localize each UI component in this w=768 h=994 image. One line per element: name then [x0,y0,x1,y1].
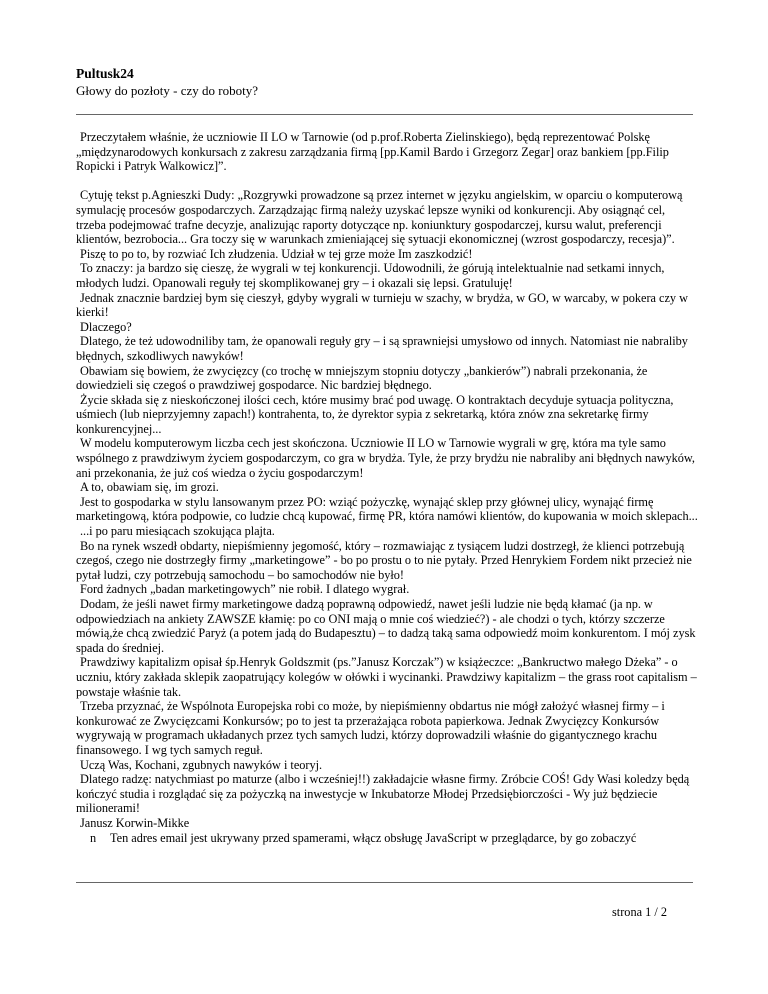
email-note-text: Ten adres email jest ukrywany przed spamerami, włącz obsługę JavaScript w przeglądarce, by go zobaczyć [110,830,637,845]
article-paragraph: Jednak znacznie bardziej bym się cieszył, gdyby wygrali w turnieju w szachy, w brydża, w GO, w warcaby, w pokera czy w kierki! [76,290,688,320]
page-number: strona 1 / 2 [612,905,667,919]
header-divider [76,114,693,115]
footer-divider [76,882,693,883]
article-paragraph: W modelu komputerowym liczba cech jest skończona. Uczniowie II LO w Tarnowie wygrali w grę, która ma tyle samo wspólnego z prawdziwym życiem gospodarczym, co gra w brydża. Tyle, że przy brydżu nie nabraliby ani błędnych nawyków, ani przekonania, że już coś wiedza o życiu gospodarczym! [76,436,695,480]
article-paragraph: Dlatego, że też udowodniliby tam, że opanowali reguły gry – i są sprawniejsi umysłowo od innych. Natomiast nie nabraliby błędnych, szkodliwych nawyków! [76,334,688,363]
article-title: Głowy do pozłoty - czy do roboty? [76,83,258,98]
site-title: Pultusk24 [76,66,134,81]
article-paragraph: Trzeba przyznać, że Wspólnota Europejska robi co może, by niepiśmienny obdartus nie mógł założyć własnej firmy – i konkurować ze Zwycięzcami Konkursów; po to jest ta przerażająca robota papierkowa. Jednak Zwycięzcy Konkursów wygrywają w programach układanych przez tych samych ludzi, którzy doprowadzili właśnie do gigantycznego krachu finansowego. I wg tych samych reguł. [76,699,665,757]
article-paragraph: Bo na rynek wszedł obdarty, niepiśmienny jegomość, który – rozmawiając z tysiącem ludzi dostrzegł, że klienci potrzebują czegoś, czego nie dostrzegły firmy „marketingowe” - bo po prostu o to nie pytały. Przed Henrykiem Fordem nikt przecież nie pytał ludzi, czy potrzebują samochodu – bo samochodów nie było! [76,538,692,582]
article-paragraphs [76,188,698,830]
article-paragraph: Cytuję tekst p.Agnieszki Dudy: „Rozgrywki prowadzone są przez internet w języku angielskim, w oparciu o komputerową symulację procesów gospodarczych. Zarządzając firmą należy uzyskać lepsze wyniki od konkurencji. Aby osiągnąć cel, trzeba podejmować trafne decyzje, analizując raporty dotyczące np. koniunktury gospodarczej, kursu walut, preferencji klientów, bezrobocia... Gra toczy się w warunkach zmieniającej się sytuacji ekonomicznej (wzrost gospodarczy, recesja)”. [76,188,683,247]
article-paragraph: To znaczy: ja bardzo się cieszę, że wygrali w tej konkurencji. Udowodnili, że górują intelektualnie nad setkami innych, młodych ludzi. Opanowali reguły tej skomplikowanej gry – i okazali się lepsi. Gratuluję! [76,261,665,290]
article-paragraph: Piszę to po to, by rozwiać Ich złudzenia. Udział w tej grze może Im zaszkodzić! [80,246,473,261]
article-paragraph: A to, obawiam się, im grozi. [80,480,219,495]
paragraph-spacer [76,174,698,189]
article-paragraph: Obawiam się bowiem, że zwycięzcy (co trochę w mniejszym stopniu dotyczy „bankierów”) nabrali przekonania, że dowiedzieli się czegoś o prawdziwej gospodarce. Nic bardziej błędnego. [76,363,648,393]
article-paragraph: Życie składa się z nieskończonej ilości cech, które musimy brać pod uwagę. O kontraktach decyduje sytuacja polityczna, uśmiech (lub nieprzyjemny zapach!) kontrahenta, to, że dyrektor sypia z sekretarką, która znów zna sekretarkę firmy konkurencyjnej... [76,392,674,436]
article-paragraph: Dlatego radzę: natychmiast po maturze (albo i wcześniej!!) zakładajcie własne firmy. Zróbcie COŚ! Gdy Wasi koledzy będą kończyć studia i rozglądać się za pożyczką na inwestycje w Inkubatorze Młodej Przedsiębiorczości - Wy już będziecie milionerami! [76,772,690,816]
article-paragraph: Uczą Was, Kochani, zgubnych nawyków i teoryj. [80,757,323,772]
article-intro: Przeczytałem właśnie, że uczniowie II LO w Tarnowie (od p.prof.Roberta Zielinskiego), będą reprezentować Polskę „międzynarodowych konkursach z zakresu zarządzania firmą [pp.Kamil Bardo i Grzegorz Zegar] oraz bankiem [pp.Filip Ropicki i Patryk Walkowicz]”. [76,130,669,174]
article-paragraph: Dlaczego? [80,319,132,334]
article-paragraph: Jest to gospodarka w stylu lansowanym przez PO: wziąć pożyczkę, wynająć sklep przy głównej ulicy, wynająć firmę marketingową, która podpowie, co ludzie chcą kupować, firmę PR, która namówi klientów, do kupowania w moich sklepach... [76,494,698,524]
email-protection-note [76,831,698,846]
article-paragraph: Ford żadnych „badan marketingowych” nie robił. I dlatego wygrał. [80,582,410,597]
article-paragraph: Dodam, że jeśli nawet firmy marketingowe dadzą poprawną odpowiedź, nawet jeśli ludzie nie będą kłamać (ja np. w odpowiedziach na ankiety ZAWSZE kłamię: po co ONI mają o mnie coś wiedzieć?) - ale chodzi o tych, którzy szczerze mówią,że chcą zwiedzić Paryż (a potem jadą do Budapesztu) – to dadzą taką sama odpowiedź moim konkurentom. I mój zysk spada do średniej. [76,597,696,655]
article-paragraph: Janusz Korwin-Mikke [80,815,190,830]
article-paragraph: ...i po paru miesiącach szokująca plajta. [80,524,275,539]
article-paragraph: Prawdziwy kapitalizm opisał śp.Henryk Goldszmit (ps.”Janusz Korczak”) w książeczce: „Bankructwo małego Dżeka” - o uczniu, który zakłada sklepik zaopatrujący kolegów w ołówki i wycinanki. Prawdziwy kapitalizm – the grass root capitalism – powstaje właśnie tak. [76,655,697,699]
article-body [76,130,698,845]
bullet-marker: n [90,830,97,845]
